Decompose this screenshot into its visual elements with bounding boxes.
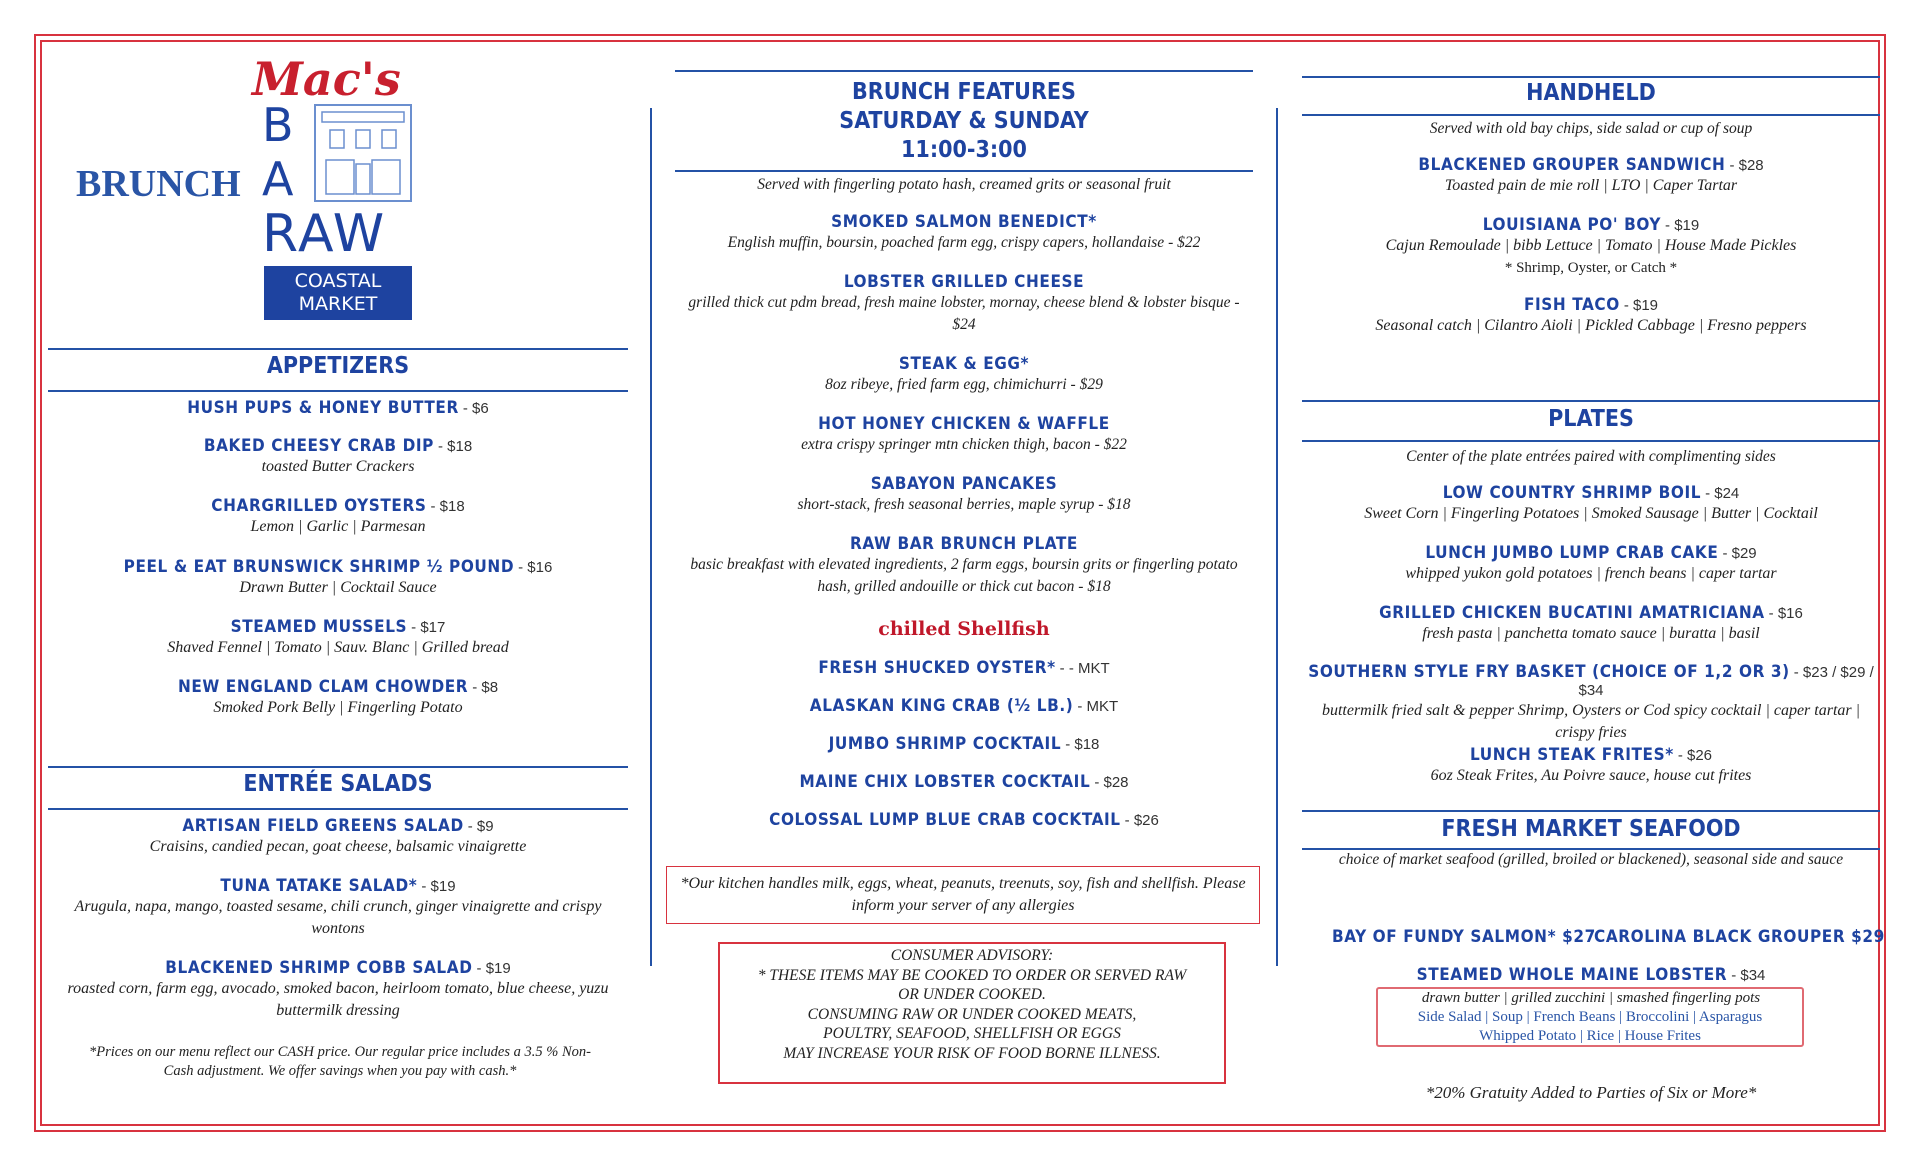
menu-item-name: BAKED CHEESY CRAB DIP bbox=[203, 436, 434, 456]
menu-item-name: PEEL & EAT BRUNSWICK SHRIMP ½ POUND bbox=[123, 557, 515, 577]
menu-item bbox=[675, 658, 1253, 678]
menu-item-price: - $28 bbox=[1729, 157, 1764, 174]
salads-rule-bottom bbox=[48, 808, 628, 810]
menu-item-heading bbox=[675, 772, 1253, 792]
handheld-subtitle: Served with old bay chips, side salad or cup of soup bbox=[1429, 120, 1753, 137]
menu-item-price: - MKT bbox=[1077, 698, 1119, 715]
menu-item-name: CHARGRILLED OYSTERS bbox=[211, 496, 427, 516]
column-divider-left bbox=[650, 108, 652, 966]
menu-item-heading bbox=[1302, 543, 1880, 563]
menu-item-description: Sweet Corn | Fingerling Potatoes | Smoked Sausage | Butter | Cocktail bbox=[1364, 505, 1818, 522]
menu-item bbox=[675, 696, 1253, 716]
salads-rule-top bbox=[48, 766, 628, 768]
menu-item-name: SOUTHERN STYLE FRY BASKET (CHOICE OF 1,2 OR 3) bbox=[1308, 662, 1790, 682]
market-subtitle: choice of market seafood (grilled, broiled or blackened), seasonal side and sauce bbox=[1338, 851, 1844, 868]
logo-brunch: BRUNCH bbox=[76, 163, 241, 205]
menu-item-heading bbox=[48, 617, 628, 637]
menu-item-description: basic breakfast with elevated ingredients, 2 farm eggs, boursin grits or fingerling potato hash, grilled andouille or thick cut bacon - $18 bbox=[690, 556, 1238, 595]
menu-item bbox=[1302, 603, 1880, 645]
menu-item-heading bbox=[675, 474, 1253, 494]
menu-item-description: Cajun Remoulade | bibb Lettuce | Tomato | House Made Pickles bbox=[1385, 237, 1797, 254]
menu-item bbox=[1302, 215, 1880, 279]
appetizers-rule-top bbox=[48, 348, 628, 350]
menu-item-description: Lemon | Garlic | Parmesan bbox=[250, 518, 426, 535]
menu-item-heading bbox=[1302, 483, 1880, 503]
menu-item-heading bbox=[675, 414, 1253, 434]
menu-item-price: - $26 bbox=[1677, 747, 1713, 764]
menu-item bbox=[1302, 483, 1880, 525]
menu-item-description: grilled thick cut pdm bread, fresh maine lobster, mornay, cheese blend & lobster bisque - $24 bbox=[688, 294, 1240, 333]
menu-item-description: Arugula, napa, mango, toasted sesame, chili crunch, ginger vinaigrette and crispy wontons bbox=[74, 898, 602, 937]
menu-item-price: - $28 bbox=[1094, 774, 1129, 791]
advisory-line: MAY INCREASE YOUR RISK OF FOOD BORNE ILLNESS. bbox=[783, 1044, 1161, 1062]
menu-item-price: - $19 bbox=[476, 960, 511, 977]
market-fish-salmon: BAY OF FUNDY SALMON* $27 bbox=[1332, 927, 1596, 947]
menu-item-price: - $16 bbox=[1768, 605, 1803, 622]
logo bbox=[70, 52, 430, 322]
logo-letter-b: B bbox=[262, 98, 294, 152]
menu-item-heading bbox=[675, 212, 1253, 232]
handheld-title: HANDHELD bbox=[1526, 80, 1656, 106]
menu-item-price: - $18 bbox=[430, 498, 465, 515]
menu-item bbox=[48, 617, 628, 659]
menu-item-heading bbox=[58, 816, 618, 836]
menu-item-name: RAW BAR BRUNCH PLATE bbox=[850, 534, 1078, 554]
logo-market-box bbox=[264, 266, 412, 320]
menu-item-heading bbox=[675, 354, 1253, 374]
shellfish-title: chilled Shellfish bbox=[878, 618, 1050, 640]
menu-item-heading bbox=[1302, 603, 1880, 623]
menu-item-name: HOT HONEY CHICKEN & WAFFLE bbox=[818, 414, 1110, 434]
menu-item-options: * Shrimp, Oyster, or Catch * bbox=[1504, 260, 1678, 276]
menu-item bbox=[48, 677, 628, 719]
storefront-illustration bbox=[314, 104, 412, 202]
features-title-line-1: BRUNCH FEATURES bbox=[852, 79, 1076, 105]
menu-item bbox=[48, 398, 628, 418]
menu-item bbox=[675, 810, 1253, 830]
plates-title: PLATES bbox=[1548, 406, 1634, 432]
plates-subtitle: Center of the plate entrées paired with complimenting sides bbox=[1406, 448, 1776, 465]
handheld-rule-bottom bbox=[1302, 114, 1880, 116]
menu-item-description: Seasonal catch | Cilantro Aioli | Pickled Cabbage | Fresno peppers bbox=[1375, 317, 1807, 334]
column-divider-right bbox=[1276, 108, 1278, 966]
menu-item-price: - - MKT bbox=[1059, 660, 1110, 677]
menu-item bbox=[675, 272, 1253, 336]
menu-item-description: toasted Butter Crackers bbox=[261, 458, 415, 475]
menu-item bbox=[675, 534, 1253, 598]
menu-item-heading bbox=[675, 658, 1253, 678]
menu-item bbox=[675, 212, 1253, 254]
menu-item-description: extra crispy springer mtn chicken thigh, bacon - $22 bbox=[801, 436, 1127, 453]
advisory-line: CONSUMING RAW OR UNDER COOKED MEATS, bbox=[807, 1005, 1137, 1023]
menu-item bbox=[1302, 295, 1880, 337]
features-title-line-3: 11:00-3:00 bbox=[901, 137, 1027, 163]
menu-item-heading bbox=[1302, 155, 1880, 175]
menu-item-name: LOBSTER GRILLED CHEESE bbox=[843, 272, 1085, 292]
appetizers-title: APPETIZERS bbox=[266, 353, 410, 379]
plates-rule-bottom bbox=[1302, 440, 1880, 442]
menu-item-price: - $8 bbox=[472, 679, 499, 696]
features-title-line-2: SATURDAY & SUNDAY bbox=[839, 108, 1089, 134]
menu-item-name: BLACKENED GROUPER SANDWICH bbox=[1418, 155, 1726, 175]
menu-item bbox=[58, 958, 618, 1022]
menu-item-description: Shaved Fennel | Tomato | Sauv. Blanc | Grilled bread bbox=[167, 639, 509, 656]
menu-item-heading bbox=[1302, 745, 1880, 765]
menu-item-name: STEAMED MUSSELS bbox=[230, 617, 408, 637]
menu-item-name: STEAK & EGG* bbox=[898, 354, 1030, 374]
menu-item-price: - $29 bbox=[1722, 545, 1757, 562]
plates-rule-top bbox=[1302, 400, 1880, 402]
menu-item-description: Smoked Pork Belly | Fingerling Potato bbox=[213, 699, 463, 716]
sides-line-2: Whipped Potato | Rice | House Frites bbox=[1479, 1028, 1701, 1044]
features-subtitle: Served with fingerling potato hash, creamed grits or seasonal fruit bbox=[757, 176, 1171, 193]
menu-item-heading bbox=[48, 557, 628, 577]
menu-item-description: Drawn Butter | Cocktail Sauce bbox=[239, 579, 437, 596]
market-rule-top bbox=[1302, 810, 1880, 812]
sides-list bbox=[1376, 1008, 1804, 1046]
menu-item-price: - $18 bbox=[437, 438, 473, 455]
menu-item-name: COLOSSAL LUMP BLUE CRAB COCKTAIL bbox=[769, 810, 1121, 830]
consumer-advisory bbox=[718, 946, 1226, 1063]
logo-market-text: COASTAL MARKET bbox=[294, 270, 382, 315]
advisory-line: OR UNDER COOKED. bbox=[898, 986, 1046, 1003]
menu-item-name: ARTISAN FIELD GREENS SALAD bbox=[182, 816, 464, 836]
logo-script: Mac's bbox=[252, 52, 401, 106]
menu-item-description: 8oz ribeye, fried farm egg, chimichurri - $29 bbox=[825, 376, 1103, 393]
menu-item-heading bbox=[58, 876, 618, 896]
menu-item bbox=[48, 496, 628, 538]
menu-item-heading bbox=[675, 734, 1253, 754]
menu-item-heading bbox=[675, 272, 1253, 292]
menu-item-description: whipped yukon gold potatoes | french beans | caper tartar bbox=[1405, 565, 1777, 582]
menu-item-description: Craisins, candied pecan, goat cheese, balsamic vinaigrette bbox=[149, 838, 527, 855]
menu-item-name: ALASKAN KING CRAB (½ LB.) bbox=[809, 696, 1074, 716]
menu-item-name: MAINE CHIX LOBSTER COCKTAIL bbox=[799, 772, 1091, 792]
menu-item-name: JUMBO SHRIMP COCKTAIL bbox=[828, 734, 1062, 754]
menu-item-name: HUSH PUPS & HONEY BUTTER bbox=[187, 398, 459, 418]
menu-item bbox=[675, 414, 1253, 456]
menu-item-price: - $23 / $29 / $34 bbox=[1578, 664, 1874, 699]
menu-item-price: - $16 bbox=[518, 559, 553, 576]
menu-item bbox=[1302, 543, 1880, 585]
market-lobster-name: STEAMED WHOLE MAINE LOBSTER bbox=[1416, 965, 1728, 985]
menu-item-heading bbox=[675, 696, 1253, 716]
market-lobster-desc: drawn butter | grilled zucchini | smashed fingerling pots bbox=[1421, 990, 1761, 1006]
menu-item-price: - $24 bbox=[1705, 485, 1740, 502]
menu-item-price: - $19 bbox=[421, 878, 456, 895]
menu-item-price: - $19 bbox=[1623, 297, 1659, 314]
menu-item-name: SABAYON PANCAKES bbox=[870, 474, 1058, 494]
menu-item-description: roasted corn, farm egg, avocado, smoked bacon, heirloom tomato, blue cheese, yuzu buttermilk dressing bbox=[67, 980, 609, 1019]
menu-item-name: GRILLED CHICKEN BUCATINI AMATRICIANA bbox=[1379, 603, 1765, 623]
menu-item-heading bbox=[48, 436, 628, 456]
menu-item-price: - $19 bbox=[1665, 217, 1700, 234]
menu-item bbox=[48, 557, 628, 599]
menu-item-name: NEW ENGLAND CLAM CHOWDER bbox=[177, 677, 469, 697]
menu-item-price: - $6 bbox=[462, 400, 489, 417]
menu-item-heading bbox=[48, 677, 628, 697]
menu-item bbox=[675, 354, 1253, 396]
menu-item-price: - $17 bbox=[411, 619, 446, 636]
menu-item-description: Toasted pain de mie roll | LTO | Caper Tartar bbox=[1444, 177, 1738, 194]
market-lobster-price: - $34 bbox=[1731, 967, 1766, 984]
menu-item-heading bbox=[1302, 215, 1880, 235]
menu-item-heading bbox=[675, 810, 1253, 830]
menu-item-heading bbox=[675, 534, 1253, 554]
menu-item-name: SMOKED SALMON BENEDICT* bbox=[831, 212, 1097, 232]
menu-item-name: LUNCH JUMBO LUMP CRAB CAKE bbox=[1425, 543, 1719, 563]
market-title: FRESH MARKET SEAFOOD bbox=[1441, 816, 1741, 842]
advisory-title: CONSUMER ADVISORY: bbox=[890, 947, 1054, 964]
menu-item bbox=[58, 816, 618, 858]
features-title bbox=[675, 78, 1253, 165]
menu-item bbox=[675, 474, 1253, 516]
menu-item-name: FRESH SHUCKED OYSTER* bbox=[818, 658, 1056, 678]
menu-item-name: LOUISIANA PO' BOY bbox=[1482, 215, 1662, 235]
menu-item-description: buttermilk fried salt & pepper Shrimp, Oysters or Cod spicy cocktail | caper tartar | crispy fries bbox=[1321, 702, 1861, 741]
menu-item bbox=[675, 772, 1253, 792]
menu-item bbox=[1302, 662, 1880, 744]
cash-price-note: *Prices on our menu reflect our CASH price. Our regular price includes a 3.5 % Non-Cash adjustment. We offer savings when you pay with cash.* bbox=[89, 1044, 591, 1079]
menu-item-heading bbox=[58, 958, 618, 978]
menu-item-price: - $9 bbox=[467, 818, 494, 835]
menu-item-name: BLACKENED SHRIMP COBB SALAD bbox=[165, 958, 473, 978]
allergy-note: *Our kitchen handles milk, eggs, wheat, peanuts, treenuts, soy, fish and shellfish. Please inform your server of any allergies bbox=[680, 875, 1246, 914]
menu-item bbox=[58, 876, 618, 940]
menu-item-heading bbox=[48, 398, 628, 418]
logo-raw: RAW bbox=[262, 204, 387, 264]
menu-item-price: - $26 bbox=[1124, 812, 1159, 829]
sides-line-1: Side Salad | Soup | French Beans | Broccolini | Asparagus bbox=[1417, 1009, 1763, 1025]
menu-item bbox=[1302, 745, 1880, 787]
menu-item bbox=[675, 734, 1253, 754]
advisory-line: POULTRY, SEAFOOD, SHELLFISH OR EGGS bbox=[823, 1025, 1121, 1042]
menu-item-description: fresh pasta | panchetta tomato sauce | buratta | basil bbox=[1422, 625, 1760, 642]
features-rule-bottom bbox=[675, 170, 1253, 172]
menu-item-description: short-stack, fresh seasonal berries, maple syrup - $18 bbox=[797, 496, 1131, 513]
menu-item-price: - $18 bbox=[1065, 736, 1100, 753]
menu-item bbox=[1302, 155, 1880, 197]
menu-item-description: 6oz Steak Frites, Au Poivre sauce, house cut frites bbox=[1430, 767, 1752, 784]
gratuity-note: *20% Gratuity Added to Parties of Six or More* bbox=[1425, 1083, 1757, 1102]
menu-item-heading bbox=[1302, 662, 1880, 700]
menu-item-description: English muffin, boursin, poached farm egg, crispy capers, hollandaise - $22 bbox=[727, 234, 1201, 251]
appetizers-rule-bottom bbox=[48, 390, 628, 392]
menu-item-heading bbox=[48, 496, 628, 516]
advisory-line: * THESE ITEMS MAY BE COOKED TO ORDER OR SERVED RAW bbox=[757, 966, 1187, 984]
logo-letter-a: A bbox=[262, 152, 294, 206]
menu-item-name: TUNA TATAKE SALAD* bbox=[220, 876, 418, 896]
menu-item bbox=[48, 436, 628, 478]
menu-item-name: LUNCH STEAK FRITES* bbox=[1469, 745, 1674, 765]
market-lobster bbox=[1302, 965, 1880, 985]
features-rule-top bbox=[675, 70, 1253, 72]
menu-item-heading bbox=[1302, 295, 1880, 315]
market-fish-grouper: CAROLINA BLACK GROUPER $29 bbox=[1594, 927, 1885, 947]
menu-item-name: LOW COUNTRY SHRIMP BOIL bbox=[1442, 483, 1702, 503]
salads-title: ENTRÉE SALADS bbox=[243, 771, 433, 797]
menu-item-name: FISH TACO bbox=[1523, 295, 1620, 315]
handheld-rule-top bbox=[1302, 76, 1880, 78]
